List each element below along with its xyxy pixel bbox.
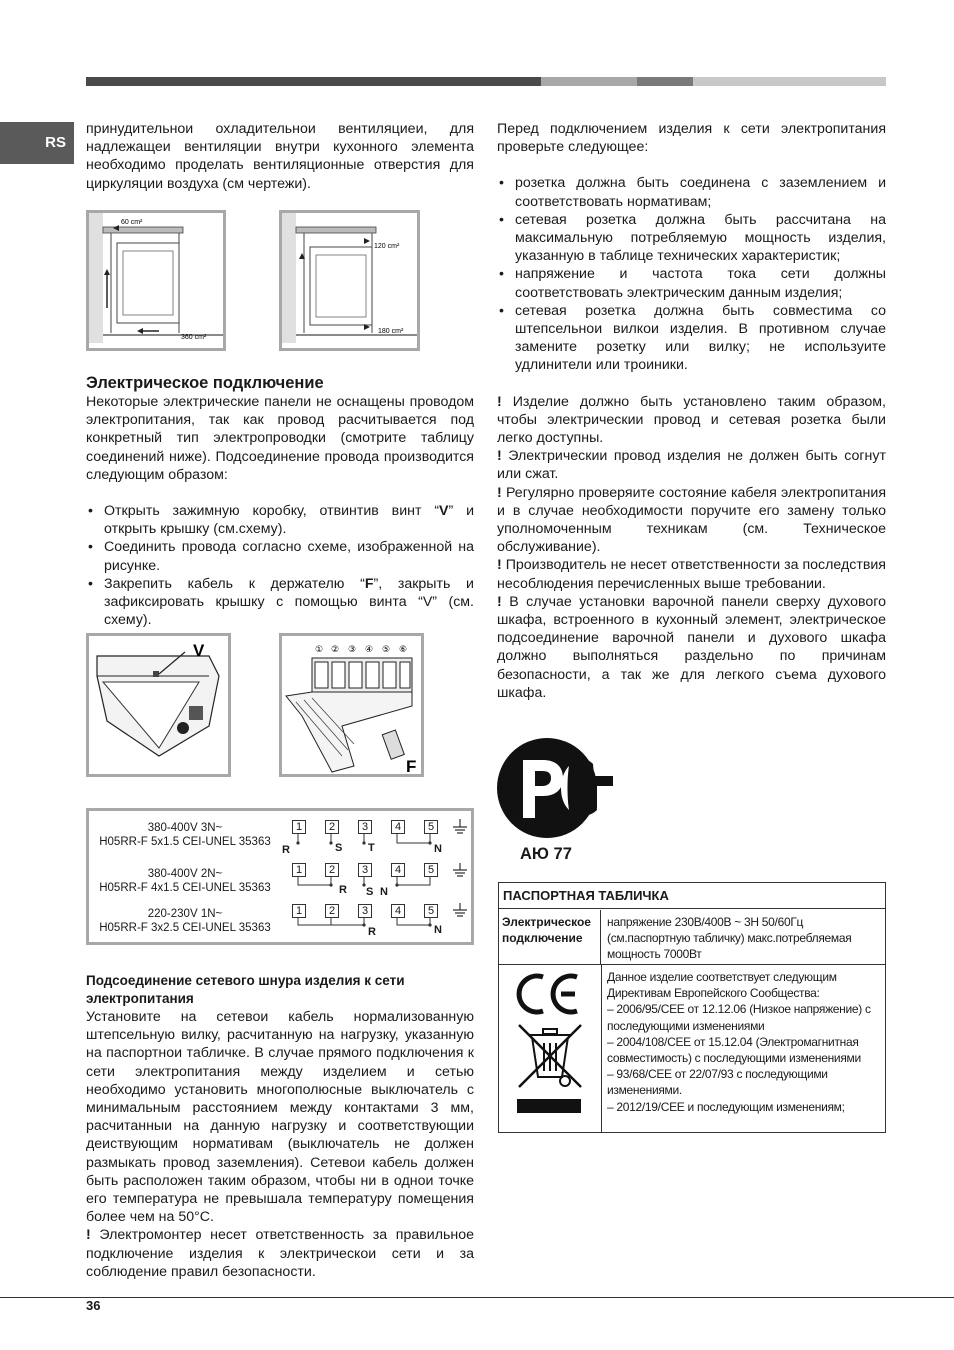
step-item: • Соединить провода согласно схеме, изображенной на рисунке.	[86, 538, 474, 574]
page-number: 36	[86, 1298, 101, 1313]
ventilation-drawing-2	[282, 213, 417, 348]
terminal-4: 4	[391, 820, 405, 834]
terminal-4: 4	[391, 904, 405, 918]
cable-connection-section	[86, 972, 474, 1281]
subsection-text: Установите на сетевои кабель нормализованную штепсельную вилку, расчитанную на нагрузку, указанную на паспортнои табличке. В случае прямого подключения к сети электропитания между изделием и сетью необходимо установить многополюсные выключатель с минимальным расстоянием между контактами 3 мм, расчитанныи на данную нагрузку и соответствующии деиствующим нормативам (выключатель не должен размыкать провод заземления). Сетевои кабель должен быть расположен таким образом, чтобы ни в однои точке его температура не превышала температуру помещения более чем на 50°C.	[86, 1009, 474, 1226]
wire-letter: S	[366, 886, 374, 898]
check-item: • сетевая розетка должна быть совместима со штепсельнои вилкои изделия. В противном случае замените розетку или вилку; не используите удлинители или троиники.	[497, 302, 886, 375]
intro-text: принудительнои охладительнои вентиляциеи, для надлежащеи вентиляции внутри кухонного элемента необходимо проделать вентиляционные отверстия для циркуляции воздуха (см чертежи).	[86, 121, 474, 192]
subsection-warning: ! Электромонтер несет ответственность за правильное подключение изделия к электрическои сети и за соблюдение правил безопасности.	[86, 1227, 474, 1280]
header-bar-mid	[541, 77, 637, 86]
plate-row-electrical	[499, 910, 885, 965]
screw-label-v: V	[193, 641, 205, 660]
ce-mark-icon	[519, 976, 577, 1012]
plate-directives	[607, 969, 883, 1115]
vent-label-bottom-2: 180 cm²	[378, 328, 404, 335]
terminal-block-figure	[279, 633, 424, 777]
warning-item: ! Производитель не несет ответственности за последствия несоблюдения перечисленных выше требовании.	[497, 557, 886, 592]
holder-label-f: F	[406, 757, 417, 774]
terminal-5: 5	[424, 863, 438, 877]
left-intro	[86, 120, 474, 193]
terminal-5: 5	[424, 904, 438, 918]
check-item: • розетка должна быть соединена с заземлением и соответствовать нормативам;	[497, 174, 886, 210]
footer-rule	[0, 1297, 954, 1298]
vent-label-top-1: 60 cm²	[121, 219, 143, 226]
right-intro: Перед подключением изделия к сети электропитания проверьте следующее:	[497, 121, 886, 156]
directive-line: – 2012/19/CEE и последующим изменениям;	[607, 1099, 845, 1114]
terminal-2: 2	[325, 820, 339, 834]
electrical-section	[86, 373, 474, 629]
subsection-title: Подсоединение сетевого шнура изделия к сети электропитания	[86, 973, 405, 1006]
terminal-number: ⑥	[399, 645, 408, 655]
warning-item: ! Электрическии провод изделия не должен быть согнут или сжат.	[497, 448, 886, 483]
section-title: Электрическое подключение	[86, 374, 324, 392]
wire-letter: N	[434, 924, 442, 936]
step-item: • Закрепить кабель к держателю “F”, закрыть и зафиксировать крышку с помощью винта “V” (см. схему).	[86, 575, 474, 630]
terminal-1: 1	[292, 904, 306, 918]
section-text: Некоторые электрические панели не оснащены проводом электропитания, так как провод расчитывается под конкретный тип электропроводки (смотрите таблицу соединений ниже). Подсоединение провода производится следующим образом:	[86, 394, 474, 483]
terminal-1: 1	[292, 863, 306, 877]
wiring-lines	[89, 811, 471, 942]
warning-mark: !	[86, 1227, 91, 1244]
wire-letter: N	[434, 843, 442, 855]
ventilation-figure-2	[279, 210, 420, 351]
terminal-block-drawing	[282, 636, 421, 774]
plate-row-directives	[499, 965, 885, 1132]
header-bar-dark	[86, 77, 541, 86]
right-column	[497, 120, 886, 702]
warning-item: ! Регулярно проверяите состояние кабеля электропитания и в случае необходимости поручите его замену только уполномоченным техникам (см. Техническое обслуживание).	[497, 484, 886, 556]
header-bar-light	[693, 77, 886, 86]
directive-line: – 2004/108/CEE от 15.12.04 (Электромагнитная совместимость) с последующими изменениями	[607, 1034, 861, 1066]
directive-line: – 93/68/CEE от 22/07/93 с последующими изменениями.	[607, 1067, 828, 1098]
ce-weee-marks	[499, 965, 601, 1131]
plate-row1-value: напряжение 230В/400В ~ 3Н 50/60Гц (см.паспортную табличку) макс.потребляемая мощность 7000Вт	[607, 915, 852, 961]
checks-list	[497, 174, 886, 374]
wire-letter: N	[380, 886, 388, 898]
passport-plate-table	[498, 882, 886, 1133]
ventilation-figure-1	[86, 210, 226, 351]
terminal-3: 3	[358, 863, 372, 877]
language-tab: RS	[0, 122, 74, 164]
step-item: • Открыть зажимную коробку, отвинтив винт “V” и открыть крышку (см.схему).	[86, 502, 474, 538]
wiring-table	[86, 808, 474, 945]
warning-item: ! Изделие должно быть установлено таким образом, чтобы электрическии провод и сетевая розетка были легко доступны.	[497, 393, 886, 447]
wiring-row-3-label: 220-230V 1N~ H05RR-F 3x2.5 CEI-UNEL 35363	[99, 908, 271, 934]
directive-line: – 2006/95/CEE от 12.12.06 (Низкое напряжение) с последующими изменениями	[607, 1002, 871, 1033]
terminal-3: 3	[358, 820, 372, 834]
terminal-number: ③	[348, 645, 357, 655]
vent-label-top-2: 120 cm²	[374, 243, 400, 250]
wire-letter: T	[368, 842, 375, 854]
terminal-box-figure	[86, 633, 231, 777]
vent-label-bottom-1: 360 cm²	[181, 334, 207, 341]
steps-list	[86, 502, 474, 629]
terminal-1: 1	[292, 820, 306, 834]
weee-bin-icon	[519, 1025, 581, 1087]
wiring-row-1-label: 380-400V 3N~ H05RR-F 5x1.5 CEI-UNEL 35363	[99, 822, 271, 848]
terminal-box-drawing	[89, 636, 228, 774]
check-item: • напряжение и частота тока сети должны соответствовать электрическим данным изделия;	[497, 265, 886, 301]
weee-bar-icon	[517, 1099, 581, 1113]
plate-title: ПАСПОРТНАЯ ТАБЛИЧКА	[499, 883, 885, 909]
terminal-number: ⑤	[382, 645, 391, 655]
terminal-4: 4	[391, 863, 405, 877]
ventilation-drawing-1	[89, 213, 223, 348]
directive-line: Данное изделие соответствует следующим Директивам Европейского Сообщества:	[607, 970, 837, 1001]
terminal-number: ①	[315, 645, 324, 655]
plate-row1-label: Электрическое подключение	[499, 910, 601, 964]
certification-code: АЮ 77	[520, 845, 572, 863]
header-bar-mid2	[637, 77, 693, 86]
wire-letter: S	[335, 842, 343, 854]
terminal-2: 2	[325, 863, 339, 877]
wire-letter: R	[339, 884, 347, 896]
terminal-number: ②	[331, 645, 340, 655]
terminal-3: 3	[358, 904, 372, 918]
wire-letter: R	[368, 926, 376, 938]
gost-certification-logo-icon	[497, 738, 613, 838]
terminal-5: 5	[424, 820, 438, 834]
warning-item: ! В случае установки варочной панели сверху духового шкафа, встроенного в кухонный элемент, электрическое подсоединение варочной панели и духового шкафа должно выполняться раздельно по причинам безопасности, а так же для легкого съема духового шкафа.	[497, 593, 886, 701]
plate-marks	[499, 965, 602, 1132]
check-item: • сетевая розетка должна быть рассчитана на максимальную потребляемую мощность изделия, указанную в таблице технических характеристик;	[497, 211, 886, 266]
terminal-2: 2	[325, 904, 339, 918]
wiring-row-2-label: 380-400V 2N~ H05RR-F 4x1.5 CEI-UNEL 35363	[99, 868, 271, 894]
wire-letter: R	[282, 844, 290, 856]
terminal-number: ④	[365, 645, 374, 655]
